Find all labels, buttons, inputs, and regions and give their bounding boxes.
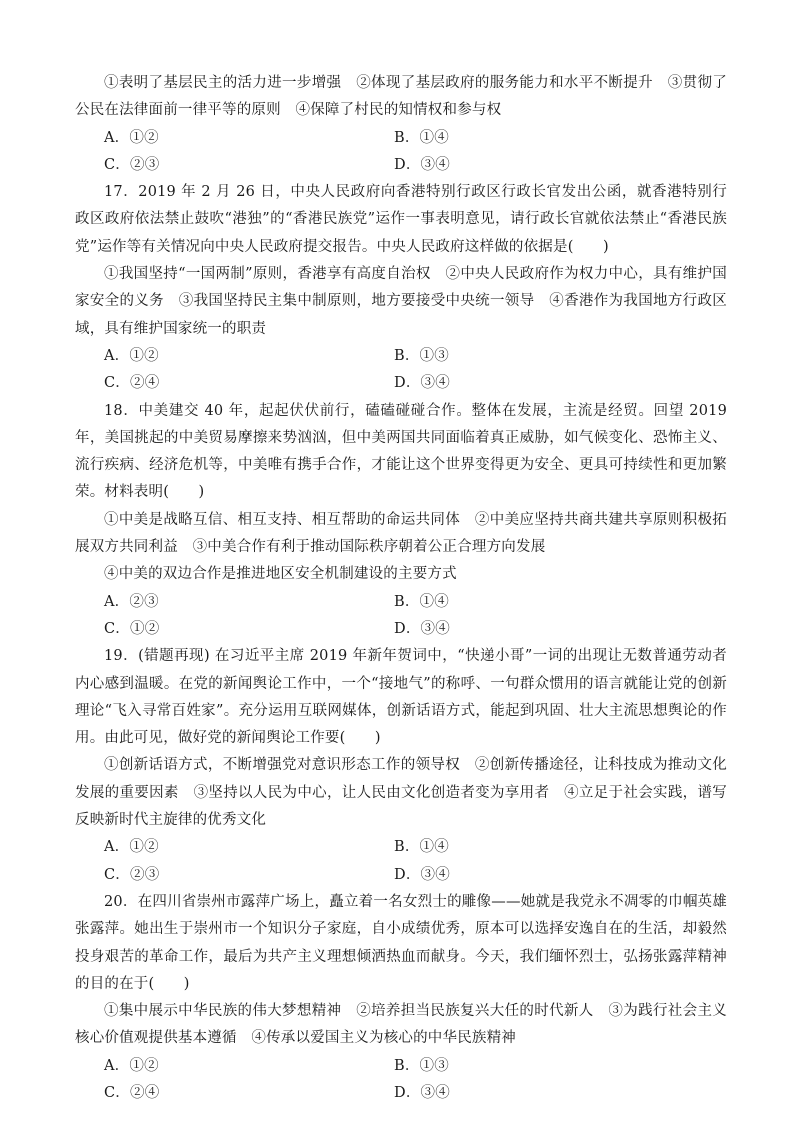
q16-option-b[interactable]: B．①④ xyxy=(394,129,449,146)
q19-options-row-1 xyxy=(75,834,727,861)
q18-option-b[interactable]: B．①④ xyxy=(394,593,449,610)
q17-options-row-2 xyxy=(75,370,727,397)
q20-choices: ①集中展示中华民族的伟大梦想精神 ②培养担当民族复兴大任的时代新人 ③为践行社会主义核心价值观提供基本遵循 ④传承以爱国主义为核心的中华民族精神 xyxy=(75,1003,727,1047)
q19-options-row-2 xyxy=(75,862,727,889)
q17-stem: 17．2019 年 2 月 26 日，中央人民政府向香港特别行政区行政长官发出公函，就香港特别行政区政府依法禁止鼓吹“港独”的“香港民族党”运作一事表明意见，请行政长官就依法禁止“香港民族党”运作等有关情况向中央人民政府提交报告。中央人民政府这样做的依据是( ) xyxy=(75,184,727,255)
page-content xyxy=(75,70,727,1107)
q17-options-row-1 xyxy=(75,343,727,370)
q18-option-d[interactable]: D．③④ xyxy=(394,620,450,637)
q18-stem: 18．中美建交 40 年，起起伏伏前行，磕磕碰碰合作。整体在发展，主流是经贸。回望 2019 年，美国挑起的中美贸易摩擦来势汹汹，但中美两国共同面临着真正威胁，如气候变化、恐怖主义、流行疾病、经济危机等，中美唯有携手合作，才能让这个世界变得更为安全、更具可持续性和更加繁荣。材料表明( ) xyxy=(75,402,727,501)
q19-option-d[interactable]: D．③④ xyxy=(394,866,450,883)
q20-option-d[interactable]: D．③④ xyxy=(394,1084,450,1101)
q16-choices: ①表明了基层民主的活力进一步增强 ②体现了基层政府的服务能力和水平不断提升 ③贯彻了公民在法律面前一律平等的原则 ④保障了村民的知情权和参与权 xyxy=(75,75,727,119)
q17-option-a[interactable]: A．①② xyxy=(104,347,159,364)
q20-options-row-2 xyxy=(75,1080,727,1107)
q17-option-b[interactable]: B．①③ xyxy=(394,347,449,364)
q17-choices: ①我国坚持“一国两制”原则，香港享有高度自治权 ②中央人民政府作为权力中心，具有维护国家安全的义务 ③我国坚持民主集中制原则，地方要接受中央统一领导 ④香港作为我国地方行政区域，具有维护国家统一的职责 xyxy=(75,266,727,337)
q18-option-a[interactable]: A．②③ xyxy=(104,593,159,610)
q20-option-c[interactable]: C．②④ xyxy=(104,1084,160,1101)
q18-choices-2: ④中美的双边合作是推进地区安全机制建设的主要方式 xyxy=(104,566,457,583)
q20-option-b[interactable]: B．①③ xyxy=(394,1057,449,1074)
q20-stem: 20．在四川省崇州市露萍广场上，矗立着一名女烈士的雕像——她就是我党永不凋零的巾帼英雄张露萍。她出生于崇州市一个知识分子家庭，自小成绩优秀，原本可以选择安逸自在的生活，却毅然投身艰苦的革命工作，最后为共产主义理想倾洒热血而献身。今天，我们缅怀烈士，弘扬张露萍精神的目的在于( ) xyxy=(75,893,727,992)
q19-option-a[interactable]: A．①② xyxy=(104,839,159,856)
q18-option-c[interactable]: C．①② xyxy=(104,620,160,637)
q16-option-a[interactable]: A．①② xyxy=(104,129,159,146)
q17-option-c[interactable]: C．②④ xyxy=(104,375,160,392)
q17-option-d[interactable]: D．③④ xyxy=(394,375,450,392)
q16-options-row-2 xyxy=(75,152,727,179)
q19-choices: ①创新话语方式，不断增强党对意识形态工作的领导权 ②创新传播途径，让科技成为推动文化发展的重要因素 ③坚持以人民为中心，让人民由文化创造者变为享用者 ④立足于社会实践，谱写反映新时代主旋律的优秀文化 xyxy=(75,757,727,829)
q16-option-d[interactable]: D．③④ xyxy=(394,156,450,173)
q19-stem: 19．(错题再现) 在习近平主席 2019 年新年贺词中，“快递小哥”一词的出现让无数普通劳动者内心感到温暖。在党的新闻舆论工作中，一个“接地气”的称呼、一句群众惯用的语言就能让党的创新理论“飞入寻常百姓家”。充分运用互联网媒体，创新话语方式，能起到巩固、壮大主流思想舆论的作用。由此可见，做好党的新闻舆论工作要( ) xyxy=(75,648,727,747)
q19-option-b[interactable]: B．①④ xyxy=(394,839,449,856)
q16-option-c[interactable]: C．②③ xyxy=(104,156,160,173)
q19-option-c[interactable]: C．②③ xyxy=(104,866,160,883)
q20-options-row-1 xyxy=(75,1053,727,1080)
q16-options-row-1 xyxy=(75,125,727,152)
q18-options-row-1 xyxy=(75,589,727,616)
q18-choices-1: ①中美是战略互信、相互支持、相互帮助的命运共同体 ②中美应坚持共商共建共享原则积极拓展双方共同利益 ③中美合作有利于推动国际秩序朝着公正合理方向发展 xyxy=(75,511,727,556)
q18-options-row-2 xyxy=(75,616,727,643)
q20-option-a[interactable]: A．①② xyxy=(104,1057,159,1074)
